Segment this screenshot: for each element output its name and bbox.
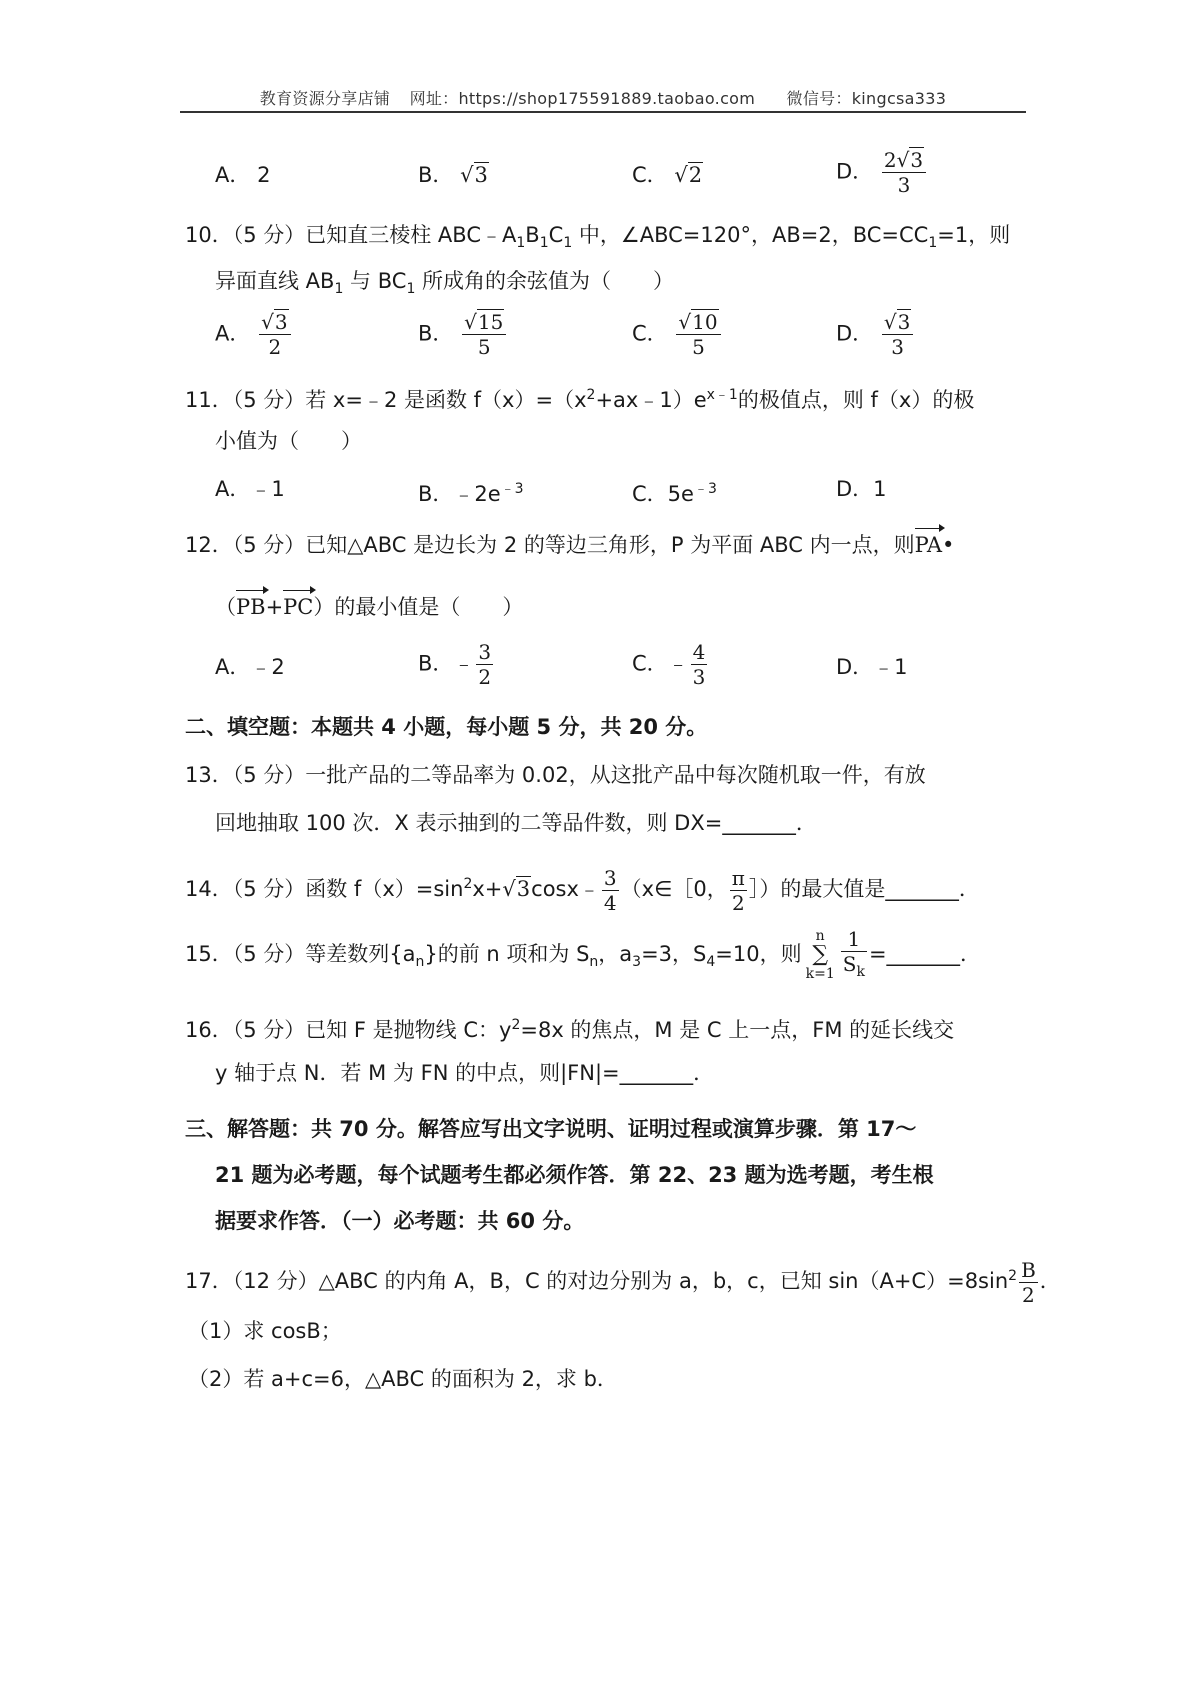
- text: B: [525, 223, 540, 247]
- text: 的极值点，则 f（x）的极: [737, 388, 975, 412]
- q16-stem-line1: [185, 1010, 954, 1045]
- fraction: [676, 310, 720, 359]
- subscript: 1: [516, 235, 526, 252]
- numerator: B: [1021, 1257, 1036, 1282]
- plus-operator: +: [265, 595, 284, 619]
- sqrt-expr: √3: [883, 310, 911, 334]
- subscript: 3: [632, 954, 642, 971]
- sum-lower-limit: k=1: [805, 966, 835, 982]
- sqrt-expr: √15: [464, 310, 504, 334]
- subscript: k: [856, 963, 865, 980]
- radicand: 2: [688, 163, 703, 187]
- sqrt-expr: √10: [678, 310, 718, 334]
- q14-stem: [185, 860, 980, 915]
- subscript: n: [589, 954, 599, 971]
- subscript: 1: [563, 235, 573, 252]
- q10-option-c: [632, 310, 723, 359]
- sigma-symbol: ∑: [812, 942, 829, 967]
- q12-option-b: [418, 640, 495, 689]
- q9-option-b: [418, 160, 489, 190]
- text: 16．（5 分）已知 F 是抛物线 C：y: [185, 1018, 512, 1042]
- option-label: D．: [836, 159, 874, 184]
- option-label: C．: [632, 321, 668, 346]
- denominator: 4: [603, 890, 617, 915]
- superscript: 2: [463, 876, 473, 892]
- subscript: 1: [928, 235, 938, 252]
- q13-stem-line1: 13．（5 分）一批产品的二等品率为 0.02，从这批产品中每次随机取一件，有放: [185, 763, 926, 787]
- option-label: A．: [215, 321, 251, 346]
- radicand: 3: [274, 310, 288, 334]
- q10-option-b: [418, 310, 508, 359]
- text: =1，则: [937, 223, 1011, 247]
- page-header: [180, 86, 1026, 109]
- q12-stem-line2: [215, 592, 523, 622]
- option-label: D．: [836, 321, 874, 346]
- q11-option-c: [632, 474, 717, 509]
- text: 14．（5 分）函数 f（x）=sin: [185, 877, 464, 901]
- sqrt-expr: √3: [460, 163, 488, 187]
- fraction: [841, 927, 867, 984]
- subscript: n: [415, 954, 425, 971]
- fraction: [882, 310, 913, 359]
- header-divider: [180, 111, 1026, 113]
- q10-stem-line1: [185, 220, 1010, 258]
- numerator: 3: [478, 640, 492, 664]
- superscript: 2: [511, 1017, 521, 1033]
- superscript: x﹣1: [706, 387, 738, 403]
- q12-option-a: A．﹣2: [215, 655, 285, 679]
- superscript: 2: [1008, 1268, 1018, 1284]
- wechat-label: 微信号：: [786, 89, 852, 108]
- q11-option-b: [418, 474, 524, 509]
- text: ．: [1039, 1269, 1061, 1293]
- text: 与 BC: [343, 269, 407, 293]
- fraction: [476, 640, 493, 689]
- denominator: 2: [1022, 1282, 1035, 1307]
- numerator: [676, 310, 720, 335]
- q17-stem: [185, 1256, 1061, 1307]
- subscript: 1: [334, 281, 344, 298]
- text: 10．（5 分）已知直三棱柱 ABC﹣A: [185, 223, 517, 247]
- text: 11．（5 分）若 x=﹣2 是函数 f（x）=（x: [185, 388, 587, 412]
- radicand: 10: [692, 310, 718, 334]
- option-label: B．: [418, 321, 454, 346]
- denominator: 2: [268, 335, 282, 359]
- numerator: 3: [603, 865, 617, 890]
- option-label: A．: [215, 163, 251, 187]
- option-label: C．: [632, 163, 668, 187]
- q9-option-c: [632, 160, 703, 190]
- numerator: 1: [841, 927, 867, 952]
- denominator: 3: [692, 665, 706, 689]
- numerator: 4: [692, 640, 706, 664]
- vector-pa: PA: [915, 530, 942, 560]
- q9-option-d: [836, 148, 928, 197]
- denominator: 5: [692, 335, 705, 359]
- radicand: 3: [897, 310, 911, 334]
- radicand: 15: [477, 310, 504, 334]
- text: cosx﹣: [531, 877, 600, 901]
- q17-part1: （1）求 cosB；: [188, 1319, 342, 1343]
- q16-stem-line2: y 轴于点 N．若 M 为 FN 的中点，则|FN|=_______．: [215, 1061, 715, 1085]
- q13-stem-line2: 回地抽取 100 次．X 表示抽到的二等品件数，则 DX=_______．: [215, 811, 817, 835]
- text: 中，∠ABC=120°，AB=2，BC=CC: [572, 223, 929, 247]
- text: 异面直线 AB: [215, 269, 335, 293]
- radicand: 3: [516, 877, 531, 901]
- option-label: C．﹣: [632, 651, 689, 676]
- sqrt-expr: √3: [502, 877, 531, 901]
- sum-upper-limit: n: [815, 928, 825, 944]
- sqrt-expr: √2: [674, 163, 703, 187]
- summation: [806, 928, 835, 982]
- q9-option-a: [215, 160, 270, 190]
- url-label: 网址：: [409, 89, 459, 108]
- section-heading-solutions-line2: 21 题为必考题，每个试题考生都必须作答．第 22、23 题为选考题，考生根: [215, 1163, 934, 1187]
- denominator: 3: [897, 173, 911, 197]
- shop-name: 教育资源分享店铺: [259, 89, 391, 108]
- q15-stem: [185, 926, 981, 990]
- denominator: 2: [731, 890, 745, 915]
- text: =10，则: [715, 942, 802, 966]
- vector-pb: PB: [236, 592, 266, 622]
- q12-option-d: D．﹣1: [836, 655, 908, 679]
- fraction: [462, 310, 506, 359]
- text: x+: [472, 877, 503, 901]
- text: C．5e: [632, 482, 694, 506]
- denominator: 2: [478, 665, 492, 689]
- radicand: 3: [474, 163, 488, 187]
- numerator: [882, 310, 913, 335]
- text: S: [842, 951, 857, 976]
- text: 所成角的余弦值为（ ）: [415, 269, 675, 293]
- section-heading-fill-in: 二、填空题：本题共 4 小题，每小题 5 分，共 20 分。: [185, 715, 708, 739]
- text: （x∈［0，: [620, 877, 728, 901]
- text: }的前 n 项和为 S: [424, 942, 590, 966]
- denominator: [841, 952, 867, 984]
- text: C: [548, 223, 564, 247]
- dot-operator: •: [942, 533, 955, 557]
- text: B．﹣2e: [418, 482, 501, 506]
- q11-option-a: A．﹣1: [215, 477, 285, 501]
- q12-stem-line1: [185, 530, 954, 560]
- option-label: B．﹣: [418, 651, 475, 676]
- superscript: ﹣3: [693, 481, 717, 497]
- superscript: ﹣3: [500, 481, 524, 497]
- numerator: [882, 148, 926, 173]
- numerator: [462, 310, 506, 335]
- superscript: 2: [586, 387, 596, 403]
- text: 15．（5 分）等差数列{a: [185, 942, 416, 966]
- numerator: π: [731, 865, 745, 890]
- subscript: 1: [406, 281, 416, 298]
- denominator: 3: [891, 335, 904, 359]
- subscript: 1: [539, 235, 549, 252]
- option-label: B．: [418, 163, 454, 187]
- text: =8x 的焦点，M 是 C 上一点，FM 的延长线交: [520, 1018, 955, 1042]
- q10-option-a: [215, 310, 293, 359]
- wechat-id: kingcsa333: [851, 89, 947, 108]
- fraction: [602, 866, 619, 915]
- text: 12．（5 分）已知△ABC 是边长为 2 的等边三角形，P 为平面 ABC 内一点，则: [185, 533, 915, 557]
- section-heading-solutions-line1: 三、解答题：共 70 分。解答应写出文字说明、证明过程或演算步骤．第 17～: [185, 1117, 917, 1141]
- coefficient: 2: [883, 148, 897, 172]
- denominator: 5: [477, 335, 491, 359]
- fraction: [730, 866, 747, 915]
- q10-option-d: [836, 310, 915, 359]
- text: ）的最小值是（ ）: [313, 595, 524, 619]
- text: =_______．: [868, 942, 982, 966]
- q17-part2: （2）若 a+c=6，△ABC 的面积为 2，求 b．: [188, 1367, 618, 1391]
- radicand: 3: [910, 148, 924, 172]
- q11-stem-line1: [185, 380, 974, 415]
- sqrt-expr: √3: [261, 310, 288, 334]
- shop-url[interactable]: https://shop175591889.taobao.com: [458, 89, 756, 108]
- text: +ax﹣1）e: [595, 388, 707, 412]
- option-value: 2: [257, 163, 271, 187]
- q10-stem-line2: [215, 266, 674, 304]
- section-heading-solutions-line3: 据要求作答．（一）必考题：共 60 分。: [215, 1209, 585, 1233]
- sqrt-expr: √3: [896, 148, 924, 172]
- fraction: [259, 310, 290, 359]
- text: =3，S: [641, 942, 707, 966]
- text: ］）的最大值是_______．: [748, 877, 980, 901]
- q11-option-d: D．1: [836, 477, 887, 501]
- text: （: [215, 595, 236, 619]
- numerator: [259, 310, 290, 335]
- q11-stem-line2: 小值为（ ）: [215, 429, 362, 453]
- q12-option-c: [632, 640, 709, 689]
- vector-pc: PC: [283, 592, 313, 622]
- fraction: [882, 148, 926, 197]
- text: ，a: [598, 942, 633, 966]
- subscript: 4: [706, 954, 716, 971]
- fraction: [691, 640, 708, 689]
- fraction: [1019, 1258, 1038, 1307]
- text: 17．（12 分）△ABC 的内角 A，B，C 的对边分别为 a，b，c，已知 sin（A+C）=8sin: [185, 1269, 1009, 1293]
